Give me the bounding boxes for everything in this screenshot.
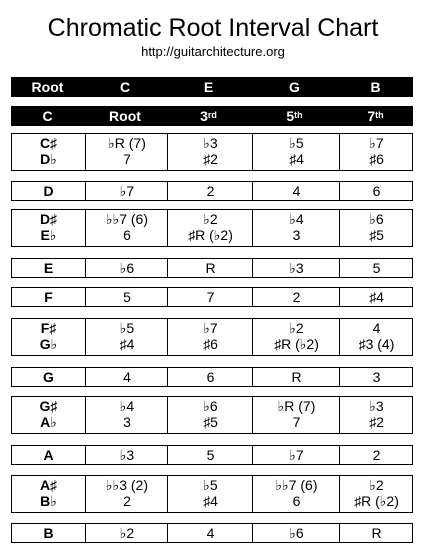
interval-label: 7 xyxy=(292,414,301,430)
interval-cell-e xyxy=(167,288,253,306)
interval-label: ♭3 xyxy=(369,398,384,414)
interval-cell-g xyxy=(252,524,340,542)
root-note-label: A xyxy=(43,447,54,463)
interval-label: R xyxy=(291,369,302,385)
root-note-label: C♯ xyxy=(39,135,58,151)
interval-label: 2 xyxy=(123,493,131,509)
interval-label: ♭2 xyxy=(119,525,135,541)
interval-label: ♭2 xyxy=(289,320,304,336)
interval-cell-g xyxy=(252,288,340,306)
interval-cell-e xyxy=(167,134,253,170)
third-number: 3 xyxy=(200,108,208,124)
interval-label: ♯R (♭2) xyxy=(274,336,319,352)
interval-label: 6 xyxy=(292,493,301,509)
interval-cell-c xyxy=(85,210,168,246)
interval-label: ♯R (♭2) xyxy=(354,493,399,509)
seventh-suffix: th xyxy=(375,110,384,120)
subheader-row xyxy=(11,106,413,126)
root-note-label: E xyxy=(43,260,54,276)
root-note-label: G xyxy=(43,369,54,385)
interval-cell-b xyxy=(339,288,413,306)
interval-cell-g xyxy=(252,182,340,200)
interval-label: ♯6 xyxy=(369,151,384,167)
interval-label: 4 xyxy=(292,183,301,199)
interval-cell-g xyxy=(252,259,340,277)
interval-label: ♭7 xyxy=(369,135,384,151)
interval-label: 6 xyxy=(372,183,381,199)
interval-label: ♭♭3 (2) xyxy=(106,477,148,493)
interval-label: ♯4 xyxy=(289,151,304,167)
interval-label: ♭R (7) xyxy=(108,135,146,151)
interval-cell-e xyxy=(167,397,253,433)
interval-cell-c xyxy=(85,397,168,433)
root-note-label: B♭ xyxy=(40,493,57,509)
table-row xyxy=(11,396,413,434)
subheader-seventh xyxy=(338,106,413,126)
interval-label: 4 xyxy=(123,369,131,385)
interval-label: 6 xyxy=(123,227,131,243)
table-row xyxy=(11,367,413,387)
root-note-label: G♯ xyxy=(39,398,58,414)
interval-cell-e xyxy=(167,319,253,355)
interval-label: ♭6 xyxy=(203,398,218,414)
interval-label: 3 xyxy=(292,227,301,243)
interval-cell-c xyxy=(85,259,168,277)
interval-label: ♭6 xyxy=(369,211,384,227)
interval-cell-e xyxy=(167,210,253,246)
interval-label: ♭5 xyxy=(203,477,218,493)
interval-cell-c xyxy=(85,182,168,200)
subheader-fifth xyxy=(251,106,338,126)
interval-label: ♯5 xyxy=(203,414,218,430)
interval-label: 2 xyxy=(206,183,215,199)
interval-label: 7 xyxy=(123,151,131,167)
header-root: Root xyxy=(31,79,64,95)
chart-title: Chromatic Root Interval Chart xyxy=(47,14,379,42)
header-c: C xyxy=(119,79,131,95)
interval-cell-b xyxy=(339,134,413,170)
interval-cell-b xyxy=(339,397,413,433)
root-note-label: D♯ xyxy=(39,211,58,227)
row-root-cell xyxy=(12,288,85,306)
seventh-number: 7 xyxy=(367,108,376,124)
interval-label: 2 xyxy=(372,447,381,463)
interval-cell-b xyxy=(339,446,413,464)
interval-label: ♯2 xyxy=(203,151,218,167)
row-root-cell xyxy=(12,134,85,170)
interval-label: ♭2 xyxy=(369,477,384,493)
row-root-cell xyxy=(12,259,85,277)
interval-label: ♭5 xyxy=(289,135,304,151)
interval-label: R xyxy=(205,260,216,276)
row-root-cell xyxy=(12,524,85,542)
table-row xyxy=(11,209,413,247)
interval-cell-b xyxy=(339,476,413,512)
interval-cell-b xyxy=(339,210,413,246)
root-note-label: D♭ xyxy=(40,151,57,167)
subheader-root-label: Root xyxy=(109,108,141,124)
interval-label: ♯6 xyxy=(203,336,218,352)
interval-cell-e xyxy=(167,259,253,277)
row-root-cell xyxy=(12,397,85,433)
interval-label: ♭R (7) xyxy=(277,398,316,414)
interval-label: ♭6 xyxy=(119,260,135,276)
interval-label: ♭3 xyxy=(119,447,135,463)
interval-cell-g xyxy=(252,368,340,386)
table-row xyxy=(11,133,413,171)
interval-label: 5 xyxy=(372,260,381,276)
interval-cell-g xyxy=(252,397,340,433)
interval-label: 2 xyxy=(292,289,301,305)
subheader-third xyxy=(166,106,251,126)
table-row xyxy=(11,318,413,356)
interval-cell-g xyxy=(252,134,340,170)
interval-label: ♯4 xyxy=(369,289,384,305)
row-root-cell xyxy=(12,368,85,386)
interval-label: ♯5 xyxy=(369,227,384,243)
table-row xyxy=(11,181,413,201)
interval-cell-c xyxy=(85,524,168,542)
interval-label: 5 xyxy=(123,289,131,305)
header-e: E xyxy=(203,79,214,95)
table-row xyxy=(11,445,413,465)
source-url: http://guitarchitecture.org xyxy=(141,44,285,59)
third-suffix: rd xyxy=(207,110,217,120)
interval-label: ♭5 xyxy=(119,320,135,336)
header-b: B xyxy=(370,79,381,95)
interval-label: ♭3 xyxy=(203,135,218,151)
root-note-label: D xyxy=(43,183,54,199)
interval-label: 3 xyxy=(372,369,381,385)
interval-cell-g xyxy=(252,476,340,512)
table-row xyxy=(11,258,413,278)
interval-label: ♭7 xyxy=(203,320,218,336)
interval-cell-b xyxy=(339,368,413,386)
root-note-label: E♭ xyxy=(40,227,57,243)
interval-label: ♯3 (4) xyxy=(358,336,395,352)
interval-cell-c xyxy=(85,368,168,386)
interval-label: ♭6 xyxy=(289,525,304,541)
interval-cell-e xyxy=(167,524,253,542)
interval-label: ♭2 xyxy=(203,211,218,227)
interval-label: ♯4 xyxy=(119,336,135,352)
interval-cell-b xyxy=(339,182,413,200)
interval-cell-g xyxy=(252,319,340,355)
interval-cell-e xyxy=(167,446,253,464)
interval-label: 4 xyxy=(372,320,381,336)
table-row xyxy=(11,475,413,513)
interval-cell-e xyxy=(167,368,253,386)
interval-label: ♭3 xyxy=(289,260,304,276)
interval-label: ♭4 xyxy=(119,398,135,414)
interval-label: R xyxy=(371,525,382,541)
interval-label: ♭♭7 (6) xyxy=(275,477,318,493)
interval-cell-g xyxy=(252,210,340,246)
interval-cell-c xyxy=(85,319,168,355)
root-note-label: B xyxy=(43,525,54,541)
root-note-label: F xyxy=(44,289,53,305)
header-g: G xyxy=(289,79,300,95)
interval-label: ♯4 xyxy=(203,493,218,509)
row-root-cell xyxy=(12,210,85,246)
header-row xyxy=(11,77,413,97)
interval-cell-b xyxy=(339,319,413,355)
interval-cell-c xyxy=(85,446,168,464)
interval-cell-b xyxy=(339,524,413,542)
interval-cell-g xyxy=(252,446,340,464)
row-root-cell xyxy=(12,319,85,355)
interval-cell-c xyxy=(85,476,168,512)
interval-cell-e xyxy=(167,476,253,512)
table-row xyxy=(11,523,413,543)
interval-cell-c xyxy=(85,134,168,170)
interval-label: ♭7 xyxy=(289,447,304,463)
root-note-label: F♯ xyxy=(40,320,57,336)
table-row xyxy=(11,287,413,307)
interval-cell-b xyxy=(339,259,413,277)
interval-label: ♯2 xyxy=(369,414,384,430)
interval-label: ♯R (♭2) xyxy=(188,227,233,243)
subheader-root: C xyxy=(42,108,53,124)
interval-label: 3 xyxy=(123,414,131,430)
row-root-cell xyxy=(12,476,85,512)
fifth-suffix: th xyxy=(294,110,303,120)
interval-label: ♭7 xyxy=(119,183,135,199)
root-note-label: A♯ xyxy=(39,477,58,493)
interval-label: 6 xyxy=(206,369,215,385)
row-root-cell xyxy=(12,446,85,464)
interval-label: ♭4 xyxy=(289,211,304,227)
interval-cell-e xyxy=(167,182,253,200)
fifth-number: 5 xyxy=(286,108,295,124)
interval-label: 5 xyxy=(206,447,215,463)
interval-label: 7 xyxy=(206,289,215,305)
interval-cell-c xyxy=(85,288,168,306)
interval-label: ♭♭7 (6) xyxy=(106,211,148,227)
row-root-cell xyxy=(12,182,85,200)
root-note-label: A♭ xyxy=(40,414,57,430)
root-note-label: G♭ xyxy=(39,336,58,352)
interval-label: 4 xyxy=(206,525,215,541)
